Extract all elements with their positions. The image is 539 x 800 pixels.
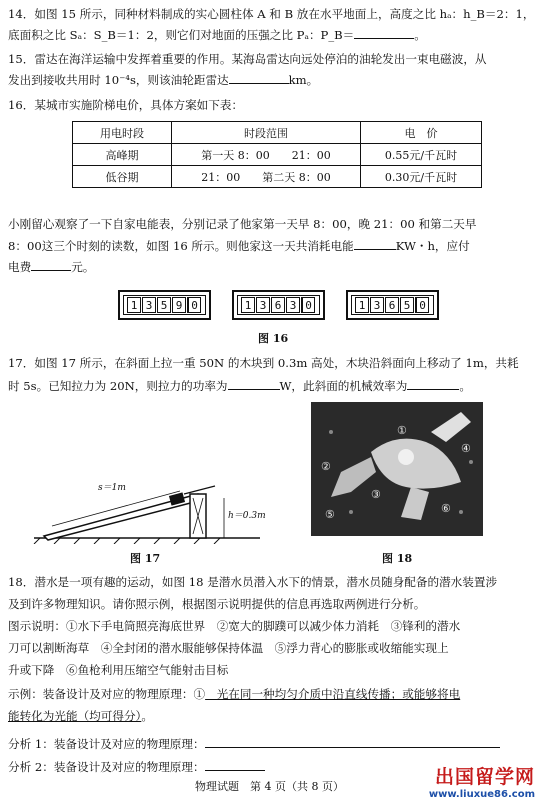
q16-text3-body: 电费 — [8, 260, 32, 274]
q18-example-line2 — [8, 708, 533, 724]
meter-digit: 1 — [355, 297, 369, 313]
meter-digit: 5 — [400, 297, 414, 313]
table-cell: 低谷期 — [73, 166, 172, 188]
table-cell: 高峰期 — [73, 144, 172, 166]
q18-line5: 升或下降 ⑥鱼枪利用压缩空气能射击目标 — [8, 663, 229, 677]
photo-label-6: ⑥ — [441, 502, 451, 515]
q17-line2 — [8, 377, 533, 394]
q18-line2: 及到许多物理知识。请你照示例，根据图示说明提供的信息再选取两例进行分析。 — [8, 597, 426, 611]
answer-blank — [354, 26, 414, 39]
q17-line2-end: 。 — [459, 379, 471, 393]
table-header-cell: 时段范围 — [172, 122, 361, 144]
q18-example-line1 — [8, 686, 533, 702]
label-h: h＝0.3m — [228, 511, 266, 521]
meter-digit: 6 — [271, 297, 285, 313]
meter-digit: 3 — [142, 297, 156, 313]
table-cell: 21：00 第二天 8：00 — [172, 166, 361, 188]
photo-label-3: ③ — [371, 488, 381, 501]
meter-digit: 3 — [370, 297, 384, 313]
meter-day1-8am — [118, 290, 211, 320]
answer-blank — [228, 377, 280, 390]
q18-example-answer: 光在同一种均匀介质中沿直线传播；或能够将电 — [205, 687, 461, 701]
table-row — [73, 144, 482, 166]
q16-text2-body: 8：00这三个时刻的读数，如图 16 所示。则他家这一天共消耗电能 — [8, 239, 354, 253]
page-footer: 物理试题 第 4 页（共 8 页） — [195, 780, 344, 793]
table-header-row — [73, 122, 482, 144]
answer-blank — [407, 377, 459, 390]
answer-blank — [354, 237, 396, 250]
logo-url: www.liuxue86.com — [428, 789, 535, 800]
q18-example-label: 示例：装备设计及对应的物理原理：① — [8, 687, 206, 701]
meter-digit: 3 — [256, 297, 270, 313]
meter-digit: 1 — [241, 297, 255, 313]
meter-digit: 6 — [385, 297, 399, 313]
photo-label-5: ⑤ — [325, 508, 335, 521]
answer-blank — [31, 258, 71, 271]
q17-line2-mid: W，此斜面的机械效率为 — [279, 379, 408, 393]
q18-example-answer-cont: 能转化为光能（均可得分） — [8, 709, 142, 723]
table-header-cell: 用电时段 — [73, 122, 172, 144]
answer-blank — [229, 71, 289, 84]
q18-example-end: 。 — [141, 709, 153, 723]
q14-line2-text: 底面积之比 Sₐ：S_B＝1：2，则它们对地面的压强之比 Pₐ：P_B＝ — [8, 28, 355, 42]
tariff-table — [72, 121, 482, 188]
answer-blank — [205, 758, 265, 771]
q16-text1: 小刚留心观察了一下自家电能表，分别记录了他家第一天早 8：00，晚 21：00 和第二天早 — [8, 217, 477, 231]
meter-digit: 3 — [286, 297, 300, 313]
q16-title: 16．某城市实施阶梯电价，具体方案如下表： — [8, 98, 244, 112]
figure17-caption: 图 17 — [130, 552, 161, 565]
table-header-cell: 电 价 — [361, 122, 482, 144]
meter-decimal-digit: 0 — [415, 297, 429, 313]
meter-digit: 9 — [172, 297, 186, 313]
q17-line1: 17．如图 17 所示，在斜面上拉一重 50N 的木块到 0.3m 高处，木块沿斜面向上移动了 1m，共耗 — [8, 356, 519, 370]
incline-diagram — [30, 464, 280, 544]
meter-decimal-digit: 0 — [301, 297, 315, 313]
label-s: s＝1m — [98, 483, 126, 493]
q16-text2 — [8, 237, 533, 254]
photo-label-1: ① — [397, 424, 407, 437]
meter-decimal-digit: 0 — [187, 297, 201, 313]
ground-hatch — [34, 538, 220, 544]
figure16-caption: 图 16 — [258, 332, 289, 345]
q15-line2-end: km。 — [288, 73, 319, 87]
answer-blank — [205, 735, 500, 748]
q14-line2 — [8, 26, 533, 43]
figure18-caption: 图 18 — [382, 552, 413, 565]
q18-analysis2-label: 分析 2：装备设计及对应的物理原理： — [8, 760, 205, 774]
meter-day2-8am — [346, 290, 439, 320]
logo-text: 出国留学网 — [434, 766, 535, 788]
q15-line1: 15．雷达在海洋运输中发挥着重要的作用。某海岛雷达向远处停泊的油轮发出一束电磁波，从 — [8, 52, 487, 66]
photo-label-4: ④ — [461, 442, 471, 455]
q18-line4: 刀可以割断海草 ④全封闭的潜水服能够保持体温 ⑤浮力背心的膨胀或收缩能实现上 — [8, 641, 449, 655]
q17-line2-text: 时 5s。已知拉力为 20N，则拉力的功率为 — [8, 379, 228, 393]
q18-line3: 图示说明：①水下手电筒照亮海底世界 ②宽大的脚蹼可以减少体力消耗 ③锋利的潜水 — [8, 619, 461, 633]
site-logo — [429, 762, 535, 800]
diver-illustration — [311, 402, 483, 536]
meter-digit: 5 — [157, 297, 171, 313]
q15-line2-text: 发出到接收共用时 10⁻⁴s，则该油轮距雷达 — [8, 73, 229, 87]
table-cell: 0.55元/千瓦时 — [361, 144, 482, 166]
q16-text3 — [8, 258, 533, 275]
q16-text2-end: KW・h，应付 — [395, 239, 470, 253]
table-cell: 0.30元/千瓦时 — [361, 166, 482, 188]
photo-label-2: ② — [321, 460, 331, 473]
q15-line2 — [8, 71, 533, 88]
q18-analysis1-label: 分析 1：装备设计及对应的物理原理： — [8, 737, 205, 751]
q18-analysis1 — [8, 735, 533, 752]
q14-line2-end: 。 — [414, 28, 426, 42]
table-cell: 第一天 8：00 21：00 — [172, 144, 361, 166]
meter-day1-9pm — [232, 290, 325, 320]
diver-photo — [311, 402, 483, 536]
pull-rope — [184, 486, 215, 494]
q18-line1: 18．潜水是一项有趣的运动，如图 18 是潜水员潜入水下的情景，潜水员随身配备的潜水装置涉 — [8, 575, 498, 589]
q14-line1: 14．如图 15 所示，同种材料制成的实心圆柱体 A 和 B 放在水平地面上，高度之比 hₐ：h_B＝2：1， — [8, 7, 535, 21]
table-row — [73, 166, 482, 188]
meter-digit: 1 — [127, 297, 141, 313]
q16-text3-end: 元。 — [71, 260, 95, 274]
